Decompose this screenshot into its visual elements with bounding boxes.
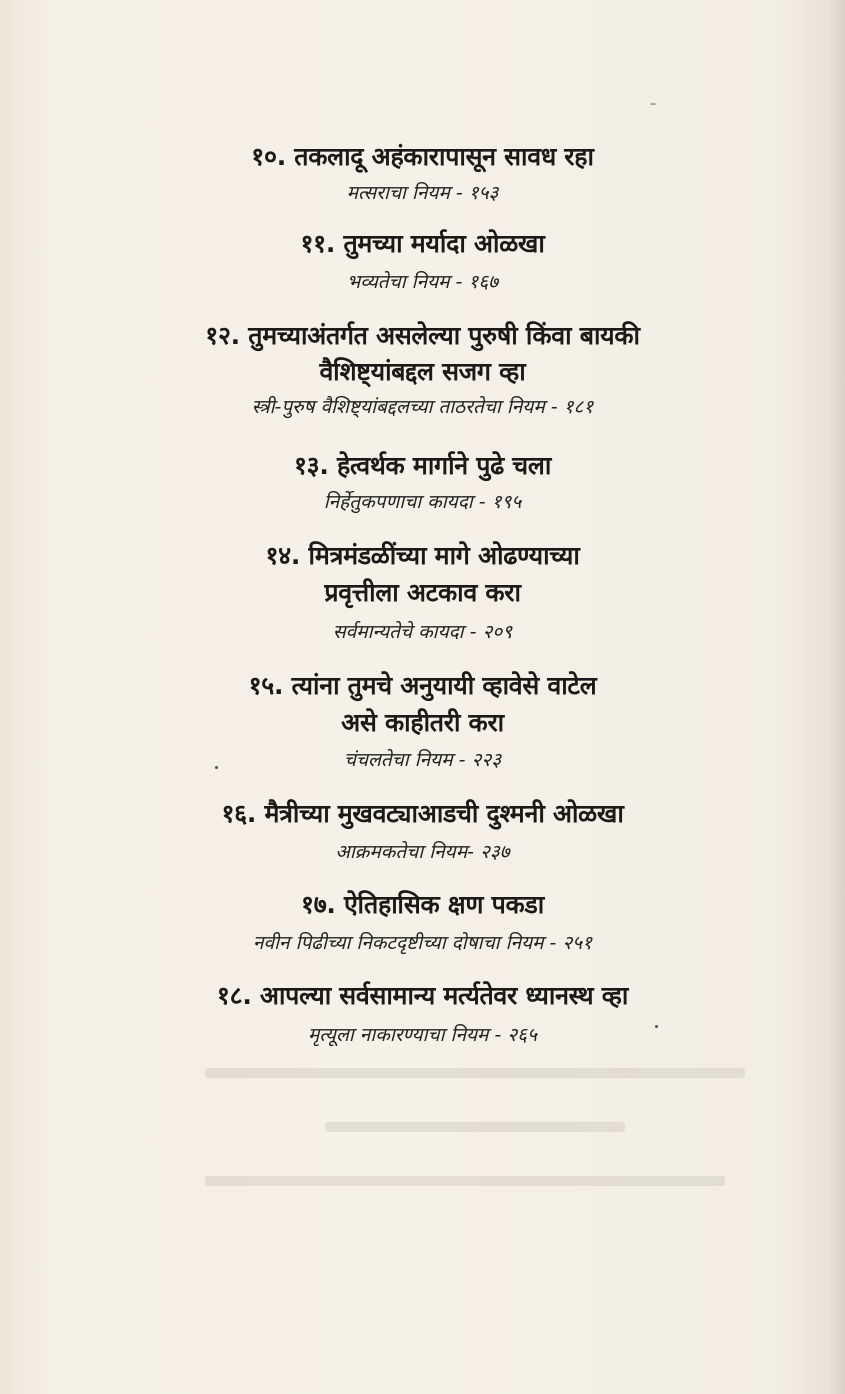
chapter-law: मृत्यूला नाकारण्याचा नियम - २६५ bbox=[308, 1024, 537, 1046]
chapter-law: मत्सराचा नियम - १५३ bbox=[346, 182, 499, 204]
toc-entry-15 bbox=[0, 671, 845, 772]
chapter-title-line1: १४. मित्रमंडळींच्या मागे ओढण्याच्या bbox=[265, 541, 580, 570]
chapter-title-line1: १५. त्यांना तुमचे अनुयायी व्हावेसे वाटेल bbox=[248, 671, 597, 700]
chapter-title: ११. तुमच्या मर्यादा ओळखा bbox=[300, 229, 545, 258]
bleed-through-text bbox=[205, 1068, 765, 1208]
chapter-title: १८. आपल्या सर्वसामान्य मर्त्यतेवर ध्यानस्थ व्हा bbox=[216, 981, 629, 1010]
toc-entry-14 bbox=[0, 541, 845, 644]
chapter-title-line2: प्रवृत्तीला अटकाव करा bbox=[324, 578, 521, 607]
chapter-title-line2: वैशिष्ट्यांबद्दल सजग व्हा bbox=[319, 357, 526, 386]
toc-entry-12 bbox=[0, 321, 845, 419]
chapter-title-line2: असे काहीतरी करा bbox=[341, 708, 504, 737]
toc-entry-16 bbox=[0, 799, 845, 864]
chapter-title-line1: १२. तुमच्याअंतर्गत असलेल्या पुरुषी किंवा बायकी bbox=[205, 321, 640, 350]
chapter-law: स्त्री-पुरुष वैशिष्ट्यांबद्दलच्या ताठरतेचा नियम - १८१ bbox=[251, 396, 594, 418]
chapter-title: १३. हेत्वर्थक मार्गाने पुढे चला bbox=[293, 451, 551, 480]
chapter-title: १७. ऐतिहासिक क्षण पकडा bbox=[301, 890, 544, 919]
chapter-law: आक्रमकतेचा नियम- २३७ bbox=[335, 841, 510, 863]
chapter-law: चंचलतेचा नियम - २२३ bbox=[343, 749, 502, 771]
chapter-title: १०. तकलादू अहंकारापासून सावध रहा bbox=[251, 142, 594, 171]
chapter-law: भव्यतेचा नियम - १६७ bbox=[346, 271, 499, 293]
toc-entry-18 bbox=[0, 981, 845, 1047]
chapter-law: नवीन पिढीच्या निकटदृष्टीच्या दोषाचा नियम - २५१ bbox=[252, 932, 593, 954]
toc-entry-17 bbox=[0, 890, 845, 955]
chapter-title: १६. मैत्रीच्या मुखवट्याआडची दुश्मनी ओळखा bbox=[221, 799, 624, 828]
chapter-law: निर्हेतुकपणाचा कायदा - १९५ bbox=[323, 491, 522, 513]
toc-entry-11 bbox=[0, 229, 845, 294]
toc-entry-10 bbox=[0, 142, 845, 205]
chapter-law: सर्वमान्यतेचे कायदा - २०९ bbox=[332, 621, 513, 643]
ink-speck bbox=[650, 103, 656, 105]
toc-entry-13 bbox=[0, 451, 845, 514]
